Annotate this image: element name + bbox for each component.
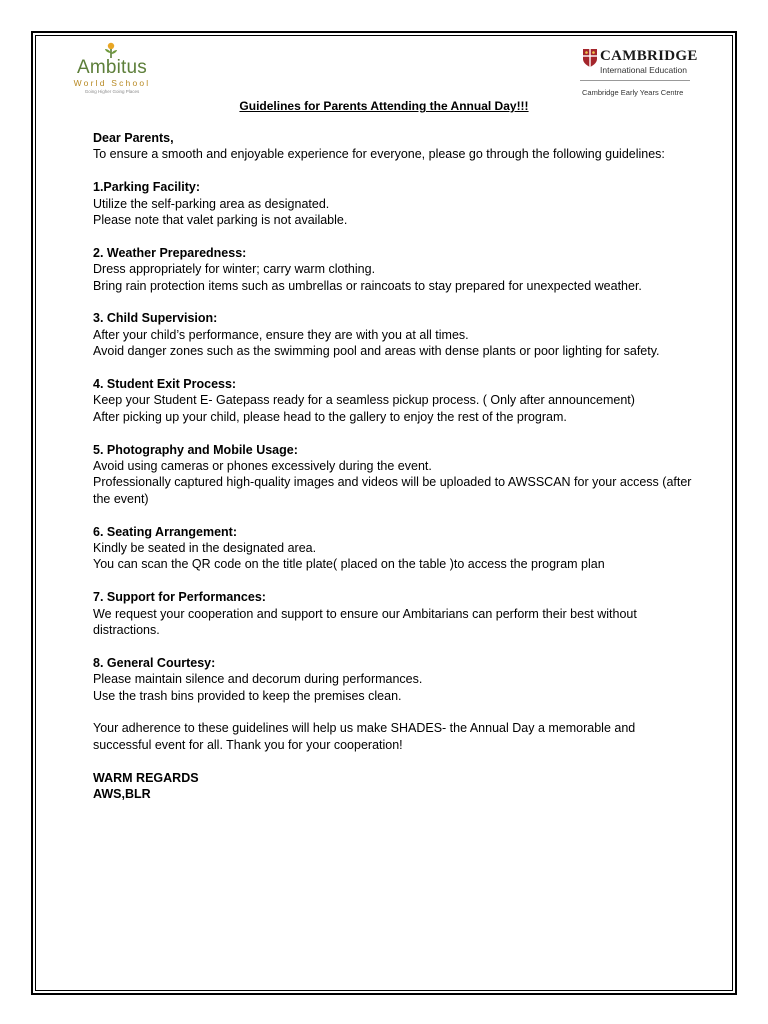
letter-body (93, 130, 693, 803)
section-line: Utilize the self-parking area as designated. (93, 196, 330, 211)
section-heading: 3. Child Supervision: (93, 311, 218, 326)
section-line: Please maintain silence and decorum during performances. (93, 672, 423, 687)
cambridge-subtitle: International Education (600, 65, 687, 75)
ambitus-subtitle: World School (73, 78, 151, 88)
ambitus-tagline: Going Higher Going Places (84, 89, 140, 94)
ambitus-name: Ambitus (76, 57, 148, 78)
section-line: We request your cooperation and support to ensure our Ambitarians can perform their best without distractions. (93, 606, 637, 638)
section-heading: 8. General Courtesy: (93, 655, 216, 670)
shield-icon (582, 48, 598, 68)
section-heading: 5. Photography and Mobile Usage: (93, 442, 298, 457)
section-line: You can scan the QR code on the title plate( placed on the table )to access the program plan (93, 557, 605, 572)
cambridge-centre: Cambridge Early Years Centre (582, 88, 684, 97)
section-line: Keep your Student E- Gatepass ready for a seamless pickup process. ( Only after announcement) (93, 393, 635, 408)
document-title: Guidelines for Parents Attending the Annual Day!!! (239, 99, 529, 113)
signoff-sender: AWS,BLR (93, 787, 151, 802)
ambitus-logo (66, 42, 162, 102)
intro-text: To ensure a smooth and enjoyable experience for everyone, please go through the following guidelines: (93, 147, 665, 162)
signoff-regards: WARM REGARDS (93, 770, 199, 785)
section-line: Bring rain protection items such as umbrellas or raincoats to stay prepared for unexpected weather. (93, 278, 642, 293)
greeting: Dear Parents, (93, 131, 174, 145)
section-line: Dress appropriately for winter; carry warm clothing. (93, 262, 376, 277)
section-line: Avoid using cameras or phones excessively during the event. (93, 459, 432, 474)
closing-text: Your adherence to these guidelines will help us make SHADES- the Annual Day a memorable and successful event for all. Thank you for your cooperation! (93, 721, 636, 752)
section-heading: 2. Weather Preparedness: (93, 245, 247, 260)
section-heading: 4. Student Exit Process: (93, 377, 237, 392)
cambridge-name: CAMBRIDGE (600, 48, 698, 64)
section-line: Kindly be seated in the designated area. (93, 541, 317, 556)
section-heading: 7. Support for Performances: (93, 590, 266, 605)
section-line: After picking up your child, please head to the gallery to enjoy the rest of the program. (93, 409, 567, 424)
section-heading: 6. Seating Arrangement: (93, 524, 238, 539)
section-line: Please note that valet parking is not available. (93, 213, 348, 228)
cambridge-logo (578, 46, 698, 102)
section-line: After your child’s performance, ensure they are with you at all times. (93, 327, 469, 342)
section-line: Use the trash bins provided to keep the premises clean. (93, 688, 402, 703)
cambridge-divider (580, 80, 690, 81)
section-line: Professionally captured high-quality images and videos will be uploaded to AWSSCAN for your access (after the event) (93, 475, 692, 506)
section-line: Avoid danger zones such as the swimming pool and areas with dense plants or poor lighting for safety. (93, 344, 660, 359)
section-heading: 1.Parking Facility: (93, 180, 200, 195)
